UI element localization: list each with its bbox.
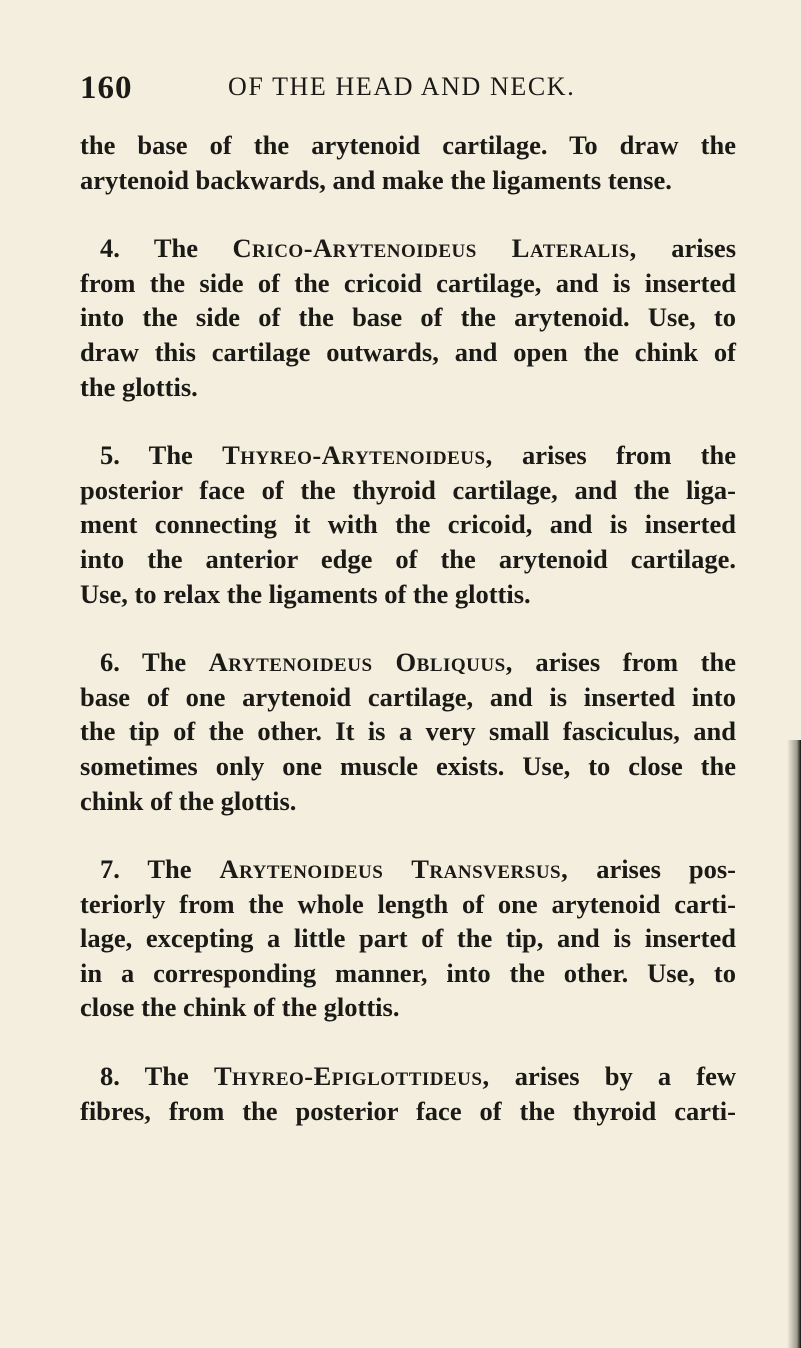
first-line-text: arises pos-: [596, 854, 737, 885]
first-line-text: arises from the: [535, 647, 736, 678]
text-line: the glottis.: [80, 371, 198, 402]
text-line: into the anterior edge of the arytenoid cartilage.: [80, 543, 736, 574]
text-line: draw this cartilage outwards, and open the chink of: [80, 336, 736, 367]
first-line-text: arises from the: [521, 440, 736, 471]
text-line: ment connecting it with the cricoid, and is inserted: [80, 509, 736, 540]
item-number: 4. The: [100, 233, 198, 264]
running-title: OF THE HEAD AND NECK.: [228, 72, 576, 101]
text-line: the tip of the other. It is a very small fasciculus, and: [80, 716, 736, 747]
text-line: chink of the glottis.: [80, 785, 297, 816]
running-head: [80, 70, 780, 110]
item-number: 7. The: [100, 854, 192, 885]
page-number: 160: [80, 70, 133, 106]
text-line: arytenoid backwards, and make the ligaments tense.: [80, 164, 672, 195]
muscle-name: Arytenoideus Transversus,: [219, 854, 569, 885]
text-line: sometimes only one muscle exists. Use, to close the: [80, 750, 736, 781]
item-number: 6. The: [100, 647, 187, 678]
paragraph-arytenoideus-obliquus: [80, 645, 736, 818]
text-line: into the side of the base of the arytenoid. Use, to: [80, 302, 736, 333]
text-line: base of one arytenoid cartilage, and is inserted into: [80, 681, 736, 712]
muscle-name: Crico-Arytenoideus Lateralis,: [232, 233, 637, 264]
text-line: the base of the arytenoid cartilage. To draw the: [80, 130, 736, 160]
muscle-name: Arytenoideus Obliquus,: [208, 647, 513, 678]
first-line-text: arises by a few: [514, 1061, 737, 1092]
text-line: posterior face of the thyroid cartilage, and the liga-: [80, 474, 736, 505]
paragraph-arytenoideus-transversus: [80, 852, 736, 1025]
text-line: from the side of the cricoid cartilage, and is inserted: [80, 267, 736, 298]
paragraph-first-line: [80, 852, 736, 887]
paragraph-thyreo-arytenoideus: [80, 438, 736, 611]
text-line: close the chink of the glottis.: [80, 992, 400, 1023]
text-line: in a corresponding manner, into the other. Use, to: [80, 957, 736, 988]
item-number: 8. The: [100, 1061, 189, 1092]
text-line: Use, to relax the ligaments of the glottis.: [80, 578, 531, 609]
paragraph-thyreo-epiglottideus: [80, 1059, 736, 1128]
paragraph-first-line: [80, 1059, 736, 1094]
muscle-name: Thyreo-Arytenoideus,: [222, 440, 493, 471]
paragraph-first-line: [80, 438, 736, 473]
text-line: fibres, from the posterior face of the thyroid carti-: [80, 1095, 736, 1126]
item-number: 5. The: [100, 440, 193, 471]
body-text: [80, 128, 736, 1128]
paragraph-continuation: [80, 128, 736, 197]
text-line: lage, excepting a little part of the tip, and is inserted: [80, 923, 736, 954]
paragraph-first-line: [80, 231, 736, 266]
first-line-text: arises: [671, 233, 737, 264]
paragraph-crico-arytenoideus-lateralis: [80, 231, 736, 404]
muscle-name: Thyreo-Epiglottideus,: [213, 1061, 490, 1092]
text-line: teriorly from the whole length of one arytenoid carti-: [80, 888, 736, 919]
page-edge-shadow: [787, 740, 801, 1348]
paragraph-first-line: [80, 645, 736, 680]
